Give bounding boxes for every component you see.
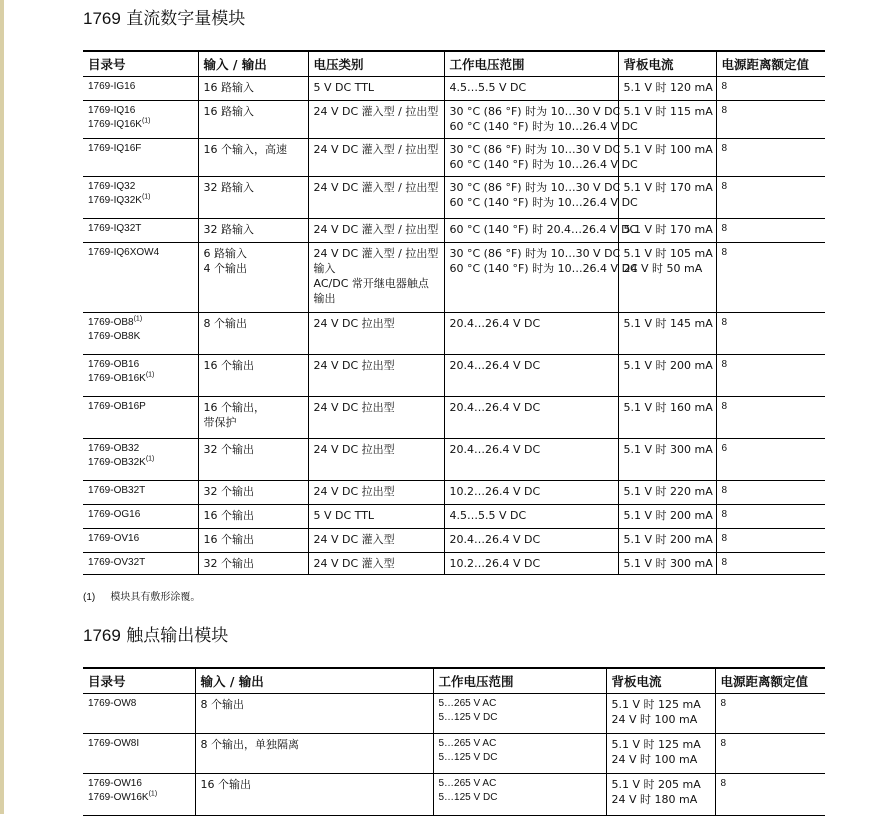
table-row [83, 77, 825, 101]
power-distance-line: 8 [721, 223, 728, 234]
cell-catalog [83, 219, 198, 243]
backplane-current-line: 5.1 V 时 300 mA [623, 443, 713, 456]
cell-backplane-current [618, 529, 716, 553]
cell-backplane-current [618, 243, 716, 313]
cell-voltage-type [308, 397, 444, 439]
cell-catalog [83, 529, 198, 553]
cell-backplane-current [618, 313, 716, 355]
catalog-line: 1769-OB8$^{(1)}$ [88, 315, 143, 328]
catalog-line: 1769-OB8K [88, 331, 141, 342]
catalog-line: 1769-OW16 [88, 778, 142, 789]
io-line: 8 个输出，单独隔离 [200, 738, 299, 751]
io-line: 32 个输出 [203, 485, 254, 498]
cell-power-distance [716, 243, 825, 313]
catalog-line: 1769-OW8I [88, 738, 140, 749]
voltage-range-line: 5…265 V AC [438, 698, 497, 709]
cell-voltage-range [444, 505, 618, 529]
voltage-type-line: 输入 [313, 262, 336, 275]
cell-catalog [83, 505, 198, 529]
cell-voltage-range [444, 481, 618, 505]
voltage-type-line: 24 V DC 灌入型 / 拉出型 [313, 247, 439, 260]
voltage-type-line: 24 V DC 灌入型 / 拉出型 [313, 143, 439, 156]
col-header-backplane-current: 背板电流 [606, 668, 715, 694]
page-edge-strip [0, 0, 4, 814]
power-distance-line: 8 [721, 485, 728, 496]
backplane-current-line: 24 V 时 100 mA [611, 713, 698, 726]
voltage-range-line: 30 °C (86 °F) 时为 10…30 V DC [449, 143, 621, 156]
cell-catalog [83, 553, 198, 575]
voltage-type-line: AC/DC 常开继电器触点 [313, 277, 429, 290]
cell-voltage-type [308, 313, 444, 355]
voltage-type-line: 24 V DC 拉出型 [313, 443, 395, 456]
catalog-line: 1769-OW8 [88, 698, 137, 709]
table-header-row [83, 668, 825, 694]
voltage-range-line: 20.4…26.4 V DC [449, 443, 541, 456]
cell-catalog [83, 439, 198, 481]
cell-power-distance [716, 553, 825, 575]
footnote-ref: (1) [148, 790, 158, 798]
io-line: 16 个输入，高速 [203, 143, 287, 156]
voltage-range-line: 30 °C (86 °F) 时为 10…30 V DC [449, 247, 621, 260]
power-distance-line: 8 [720, 738, 727, 749]
cell-voltage-type [308, 505, 444, 529]
cell-voltage-type [308, 355, 444, 397]
cell-io [198, 553, 308, 575]
cell-io [198, 219, 308, 243]
section-title-dc-modules: 1769 直流数字量模块 [83, 9, 246, 29]
voltage-type-line: 24 V DC 拉出型 [313, 317, 395, 330]
cell-power-distance [716, 505, 825, 529]
cell-voltage-range [444, 397, 618, 439]
cell-voltage-range [433, 694, 606, 734]
cell-backplane-current [618, 481, 716, 505]
power-distance-line: 8 [721, 143, 728, 154]
col-header-io: 输入 / 输出 [195, 668, 433, 694]
voltage-type-line: 24 V DC 拉出型 [313, 485, 395, 498]
voltage-type-line: 5 V DC TTL [313, 81, 375, 94]
backplane-current-line: 5.1 V 时 145 mA [623, 317, 713, 330]
cell-voltage-range [444, 553, 618, 575]
cell-io [198, 355, 308, 397]
cell-backplane-current [606, 734, 715, 774]
cell-voltage-range [444, 243, 638, 313]
cell-backplane-current [618, 219, 716, 243]
cell-catalog [83, 77, 198, 101]
backplane-current-line: 5.1 V 时 200 mA [623, 533, 713, 546]
catalog-line: 1769-IQ16F [88, 143, 142, 154]
cell-power-distance [716, 397, 825, 439]
cell-voltage-type [308, 139, 444, 177]
footnote-ref: (1) [141, 117, 151, 125]
power-distance-line: 8 [721, 105, 728, 116]
table-row [83, 734, 825, 774]
catalog-line: 1769-IQ32 [88, 181, 136, 192]
cell-voltage-range [444, 77, 618, 101]
cell-voltage-range [444, 139, 638, 177]
voltage-range-line: 60 °C (140 °F) 时为 10…26.4 V DC [449, 120, 638, 133]
cell-power-distance [716, 177, 825, 219]
backplane-current-line: 5.1 V 时 200 mA [623, 359, 713, 372]
voltage-range-line: 5…265 V AC [438, 738, 497, 749]
table-row [83, 397, 825, 439]
backplane-current-line: 5.1 V 时 125 mA [611, 738, 701, 751]
col-header-power-distance: 电源距离额定值 [716, 51, 825, 77]
voltage-type-line: 输出 [313, 292, 336, 305]
col-header-catalog: 目录号 [83, 668, 195, 694]
voltage-type-line: 24 V DC 灌入型 / 拉出型 [313, 223, 439, 236]
cell-voltage-range [444, 219, 638, 243]
power-distance-line: 8 [721, 247, 728, 258]
voltage-range-line: 5…125 V DC [438, 752, 498, 763]
col-header-voltage-range: 工作电压范围 [433, 668, 606, 694]
table-row [83, 481, 825, 505]
cell-voltage-type [308, 553, 444, 575]
backplane-current-line: 5.1 V 时 100 mA [623, 143, 713, 156]
table-row [83, 139, 825, 177]
cell-io [195, 734, 433, 774]
backplane-current-line: 5.1 V 时 170 mA [623, 181, 713, 194]
voltage-range-line: 5…125 V DC [438, 712, 498, 723]
cell-io [198, 439, 308, 481]
cell-voltage-range [444, 355, 618, 397]
cell-backplane-current [618, 553, 716, 575]
table-row [83, 553, 825, 575]
io-line: 16 个输出 [200, 778, 251, 791]
io-line: 4 个输出 [203, 262, 247, 275]
backplane-current-line: 5.1 V 时 300 mA [623, 557, 713, 570]
cell-io [198, 397, 308, 439]
cell-power-distance [716, 77, 825, 101]
section-title-contact-output-modules: 1769 触点输出模块 [83, 626, 229, 646]
cell-catalog [83, 313, 198, 355]
cell-io [198, 243, 308, 313]
voltage-type-line: 24 V DC 灌入型 [313, 533, 395, 546]
voltage-type-line: 24 V DC 拉出型 [313, 359, 395, 372]
power-distance-line: 8 [721, 181, 728, 192]
table-row [83, 355, 825, 397]
voltage-range-line: 60 °C (140 °F) 时为 10…26.4 V DC [449, 196, 638, 209]
cell-catalog [83, 481, 198, 505]
cell-power-distance [715, 774, 825, 816]
voltage-range-line: 4.5…5.5 V DC [449, 81, 527, 94]
cell-backplane-current [618, 505, 716, 529]
cell-io [195, 774, 433, 816]
cell-catalog [83, 139, 198, 177]
voltage-type-line: 24 V DC 灌入型 [313, 557, 395, 570]
cell-power-distance [716, 529, 825, 553]
backplane-current-line: 5.1 V 时 125 mA [611, 698, 701, 711]
backplane-current-line: 5.1 V 时 220 mA [623, 485, 713, 498]
catalog-line: 1769-OV32T [88, 557, 146, 568]
voltage-range-line: 60 °C (140 °F) 时 20.4…26.4 V DC [449, 223, 638, 236]
cell-voltage-type [308, 177, 444, 219]
voltage-range-line: 20.4…26.4 V DC [449, 317, 541, 330]
voltage-range-line: 30 °C (86 °F) 时为 10…30 V DC [449, 105, 621, 118]
table-row [83, 439, 825, 481]
cell-voltage-type [308, 481, 444, 505]
voltage-type-line: 24 V DC 灌入型 / 拉出型 [313, 105, 439, 118]
catalog-line: 1769-OV16 [88, 533, 140, 544]
backplane-current-line: 5.1 V 时 205 mA [611, 778, 701, 791]
power-distance-line: 8 [721, 509, 728, 520]
io-line: 16 个输出 [203, 533, 254, 546]
cell-io [198, 529, 308, 553]
footnote-ref: (1) [133, 315, 143, 323]
cell-catalog [83, 734, 195, 774]
footnote: (1) 模块具有敷形涂覆。 [83, 592, 201, 603]
dc-digital-modules-table [83, 50, 825, 575]
catalog-line: $1769-IQ32K^{(1)}$ [88, 193, 151, 206]
io-line: 16 个输出 [203, 509, 254, 522]
footnote-ref: (1) [141, 193, 151, 201]
cell-voltage-type [308, 219, 444, 243]
backplane-current-line: 5.1 V 时 115 mA [623, 105, 713, 118]
voltage-range-line: 10.2…26.4 V DC [449, 557, 541, 570]
voltage-type-line: 5 V DC TTL [313, 509, 375, 522]
catalog-line: 1769-OG16 [88, 509, 141, 520]
cell-voltage-range [444, 529, 618, 553]
io-line: 8 个输出 [200, 698, 244, 711]
cell-catalog [83, 774, 195, 816]
power-distance-line: 8 [720, 778, 727, 789]
cell-voltage-type [308, 77, 444, 101]
power-distance-line: 8 [720, 698, 727, 709]
backplane-current-line: 24 V 时 180 mA [611, 793, 698, 806]
cell-catalog [83, 355, 198, 397]
footnote-ref: (1) [145, 455, 155, 463]
cell-power-distance [715, 734, 825, 774]
voltage-range-line: 4.5…5.5 V DC [449, 509, 527, 522]
catalog-line: 1769-OB16P [88, 401, 146, 412]
cell-voltage-range [433, 734, 606, 774]
voltage-range-line: 60 °C (140 °F) 时为 10…26.4 V DC [449, 158, 638, 171]
io-line: 32 个输出 [203, 443, 254, 456]
io-line: 32 路输入 [203, 223, 254, 236]
cell-power-distance [716, 313, 825, 355]
backplane-current-line: 5.1 V 时 105 mA [623, 247, 713, 260]
cell-voltage-type [308, 439, 444, 481]
power-distance-line: 8 [721, 359, 728, 370]
catalog-line: $1769-IQ16K^{(1)}$ [88, 117, 151, 130]
backplane-current-line: 5.1 V 时 160 mA [623, 401, 713, 414]
cell-voltage-type [308, 243, 444, 313]
cell-catalog [83, 397, 198, 439]
voltage-range-line: 10.2…26.4 V DC [449, 485, 541, 498]
cell-catalog [83, 101, 198, 139]
io-line: 16 路输入 [203, 105, 254, 118]
cell-voltage-range [433, 774, 606, 816]
table-row [83, 774, 825, 816]
cell-backplane-current [618, 439, 716, 481]
cell-voltage-range [444, 101, 638, 139]
voltage-type-line: 24 V DC 拉出型 [313, 401, 395, 414]
col-header-backplane-current: 背板电流 [618, 51, 716, 77]
catalog-line: $1769-OW16K^{(1)}$ [88, 790, 158, 803]
io-line: 16 路输入 [203, 81, 254, 94]
cell-power-distance [716, 101, 825, 139]
table-row [83, 219, 825, 243]
io-line: 6 路输入 [203, 247, 247, 260]
power-distance-line: 8 [721, 317, 728, 328]
cell-power-distance [716, 355, 825, 397]
cell-backplane-current [606, 694, 715, 734]
cell-backplane-current [618, 397, 716, 439]
cell-power-distance [716, 219, 825, 243]
voltage-range-line: 20.4…26.4 V DC [449, 401, 541, 414]
table-row [83, 243, 825, 313]
power-distance-line: 8 [721, 557, 728, 568]
cell-io [198, 101, 308, 139]
table-header-row [83, 51, 825, 77]
backplane-current-line: 24 V 时 100 mA [611, 753, 698, 766]
catalog-line: 1769-IQ6XOW4 [88, 247, 160, 258]
io-line: 16 个输出 [203, 359, 254, 372]
cell-catalog [83, 177, 198, 219]
cell-voltage-type [308, 101, 444, 139]
power-distance-line: 8 [721, 401, 728, 412]
voltage-range-line: 20.4…26.4 V DC [449, 359, 541, 372]
cell-voltage-type [308, 529, 444, 553]
cell-catalog [83, 243, 198, 313]
table-row [83, 694, 825, 734]
catalog-line: 1769-IQ16 [88, 105, 136, 116]
power-distance-line: 8 [721, 81, 728, 92]
io-line: 8 个输出 [203, 317, 247, 330]
col-header-voltage-type: 电压类别 [308, 51, 444, 77]
power-distance-line: 8 [721, 533, 728, 544]
cell-catalog [83, 694, 195, 734]
contact-output-modules-table [83, 667, 825, 816]
cell-io [198, 481, 308, 505]
cell-io [198, 177, 308, 219]
table-row [83, 505, 825, 529]
table-row [83, 313, 825, 355]
io-line: 32 路输入 [203, 181, 254, 194]
backplane-current-line: 5.1 V 时 170 mA [623, 223, 713, 236]
table-row [83, 529, 825, 553]
catalog-line: 1769-OB32 [88, 443, 140, 454]
col-header-power-distance: 电源距离额定值 [715, 668, 825, 694]
voltage-range-line: 5…125 V DC [438, 792, 498, 803]
power-distance-line: 6 [721, 443, 728, 454]
voltage-range-line: 60 °C (140 °F) 时为 10…26.4 V DC [449, 262, 638, 275]
backplane-current-line: 5.1 V 时 120 mA [623, 81, 713, 94]
backplane-current-line: 24 V 时 50 mA [623, 262, 703, 275]
col-header-voltage-range: 工作电压范围 [444, 51, 618, 77]
cell-io [198, 77, 308, 101]
catalog-line: 1769-OB32T [88, 485, 146, 496]
col-header-catalog: 目录号 [83, 51, 198, 77]
voltage-range-line: 30 °C (86 °F) 时为 10…30 V DC [449, 181, 621, 194]
table-row [83, 177, 825, 219]
cell-voltage-range [444, 177, 638, 219]
cell-backplane-current [606, 774, 715, 816]
catalog-line: 1769-IQ32T [88, 223, 142, 234]
cell-power-distance [716, 439, 825, 481]
table-row [83, 101, 825, 139]
cell-power-distance [716, 139, 825, 177]
cell-io [198, 505, 308, 529]
cell-power-distance [716, 481, 825, 505]
cell-io [195, 694, 433, 734]
cell-voltage-range [444, 313, 618, 355]
io-line: 32 个输出 [203, 557, 254, 570]
cell-power-distance [715, 694, 825, 734]
cell-voltage-range [444, 439, 618, 481]
voltage-type-line: 24 V DC 灌入型 / 拉出型 [313, 181, 439, 194]
io-line: 16 个输出， [203, 401, 265, 414]
cell-backplane-current [618, 77, 716, 101]
backplane-current-line: 5.1 V 时 200 mA [623, 509, 713, 522]
catalog-line: 1769-OB16 [88, 359, 140, 370]
voltage-range-line: 5…265 V AC [438, 778, 497, 789]
catalog-line: $1769-OB16K^{(1)}$ [88, 371, 155, 384]
col-header-io: 输入 / 输出 [198, 51, 308, 77]
voltage-range-line: 20.4…26.4 V DC [449, 533, 541, 546]
catalog-line: $1769-OB32K^{(1)}$ [88, 455, 155, 468]
cell-backplane-current [618, 355, 716, 397]
footnote-ref: (1) [145, 371, 155, 379]
catalog-line: 1769-IG16 [88, 81, 136, 92]
cell-io [198, 139, 308, 177]
cell-io [198, 313, 308, 355]
io-line: 带保护 [203, 416, 237, 429]
